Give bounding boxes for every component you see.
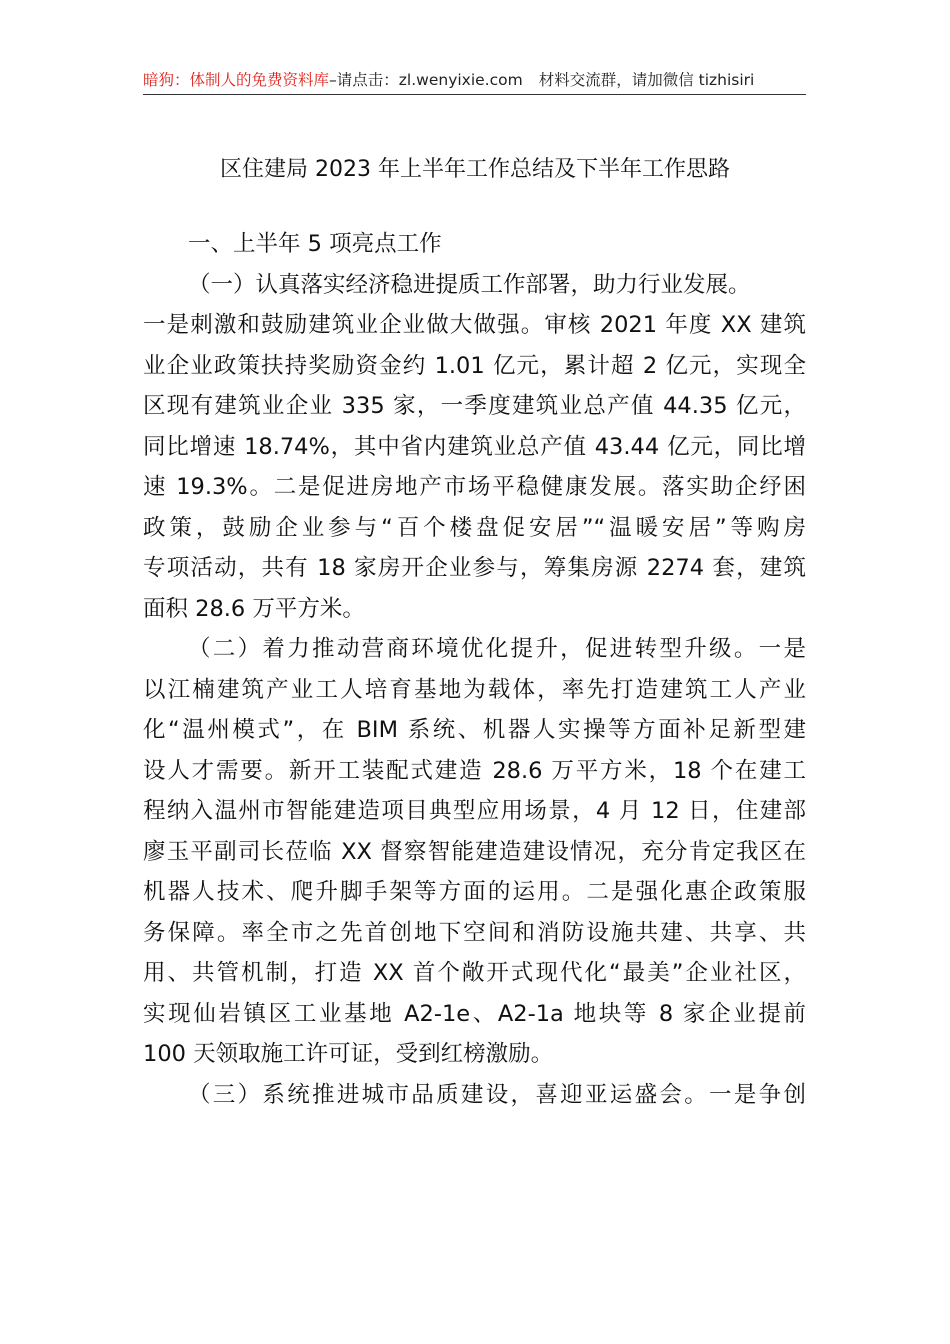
paragraph-line: 一是刺激和鼓励建筑业企业做大做强。审核 2021 年度 XX 建筑 xyxy=(143,312,806,338)
paragraph-line: 100 天领取施工许可证，受到红榜激励。 xyxy=(143,1041,554,1067)
paragraph-line: 业企业政策扶持奖励资金约 1.01 亿元，累计超 2 亿元，实现全 xyxy=(143,352,806,379)
subsection-heading: （一）认真落实经济稳进提质工作部署，助力行业发展。 xyxy=(188,271,751,298)
paragraph-line: 务保障。率全市之先首创地下空间和消防设施共建、共享、共 xyxy=(143,919,806,946)
paragraph-line: 面积 28.6 万平方米。 xyxy=(143,595,365,622)
header-link-prefix: –请点击： xyxy=(329,71,399,89)
document-header xyxy=(143,66,806,95)
paragraph-line: 用、共管机制，打造 XX 首个敞开式现代化“最美”企业社区， xyxy=(143,960,806,986)
subsection-heading: （三）系统推进城市品质建设，喜迎亚运盛会。一是争创 xyxy=(188,1081,806,1108)
subsection-heading: （二）着力推动营商环境优化提升，促进转型升级。一是 xyxy=(188,636,806,662)
paragraph-line: 廖玉平副司长莅临 XX 督察智能建造建设情况，充分肯定我区在 xyxy=(143,838,806,865)
paragraph-line: 程纳入温州市智能建造项目典型应用场景，4 月 12 日，住建部 xyxy=(143,798,806,824)
document-title: 区住建局 2023 年上半年工作总结及下半年工作思路 xyxy=(220,157,730,182)
paragraph-line: 政策，鼓励企业参与“百个楼盘促安居”“温暖安居”等购房 xyxy=(143,514,806,541)
paragraph-line: 设人才需要。新开工装配式建造 28.6 万平方米，18 个在建工 xyxy=(143,757,806,784)
paragraph-line: 以江楠建筑产业工人培育基地为载体，率先打造建筑工人产业 xyxy=(143,676,806,703)
section-heading: 一、上半年 5 项亮点工作 xyxy=(188,231,442,257)
document-body xyxy=(143,224,806,1115)
header-brand: 暗狗：体制人的免费资料库 xyxy=(143,71,330,89)
header-wechat-note: 材料交流群，请加微信 tizhisiri xyxy=(538,71,755,89)
paragraph-line: 实现仙岩镇区工业基地 A2-1e、A2-1a 地块等 8 家企业提前 xyxy=(143,1000,806,1027)
paragraph-line: 专项活动，共有 18 家房开企业参与，筹集房源 2274 套，建筑 xyxy=(143,555,806,581)
paragraph-line: 机器人技术、爬升脚手架等方面的运用。二是强化惠企政策服 xyxy=(143,879,806,905)
paragraph-line: 化“温州模式”，在 BIM 系统、机器人实操等方面补足新型建 xyxy=(143,717,806,743)
header-url-link[interactable]: zl.wenyixie.com xyxy=(398,71,523,89)
paragraph-line: 区现有建筑业企业 335 家，一季度建筑业总产值 44.35 亿元， xyxy=(143,393,806,419)
paragraph-line: 速 19.3%。二是促进房地产市场平稳健康发展。落实助企纾困 xyxy=(143,474,806,500)
paragraph-line: 同比增速 18.74%，其中省内建筑业总产值 43.44 亿元，同比增 xyxy=(143,433,806,460)
